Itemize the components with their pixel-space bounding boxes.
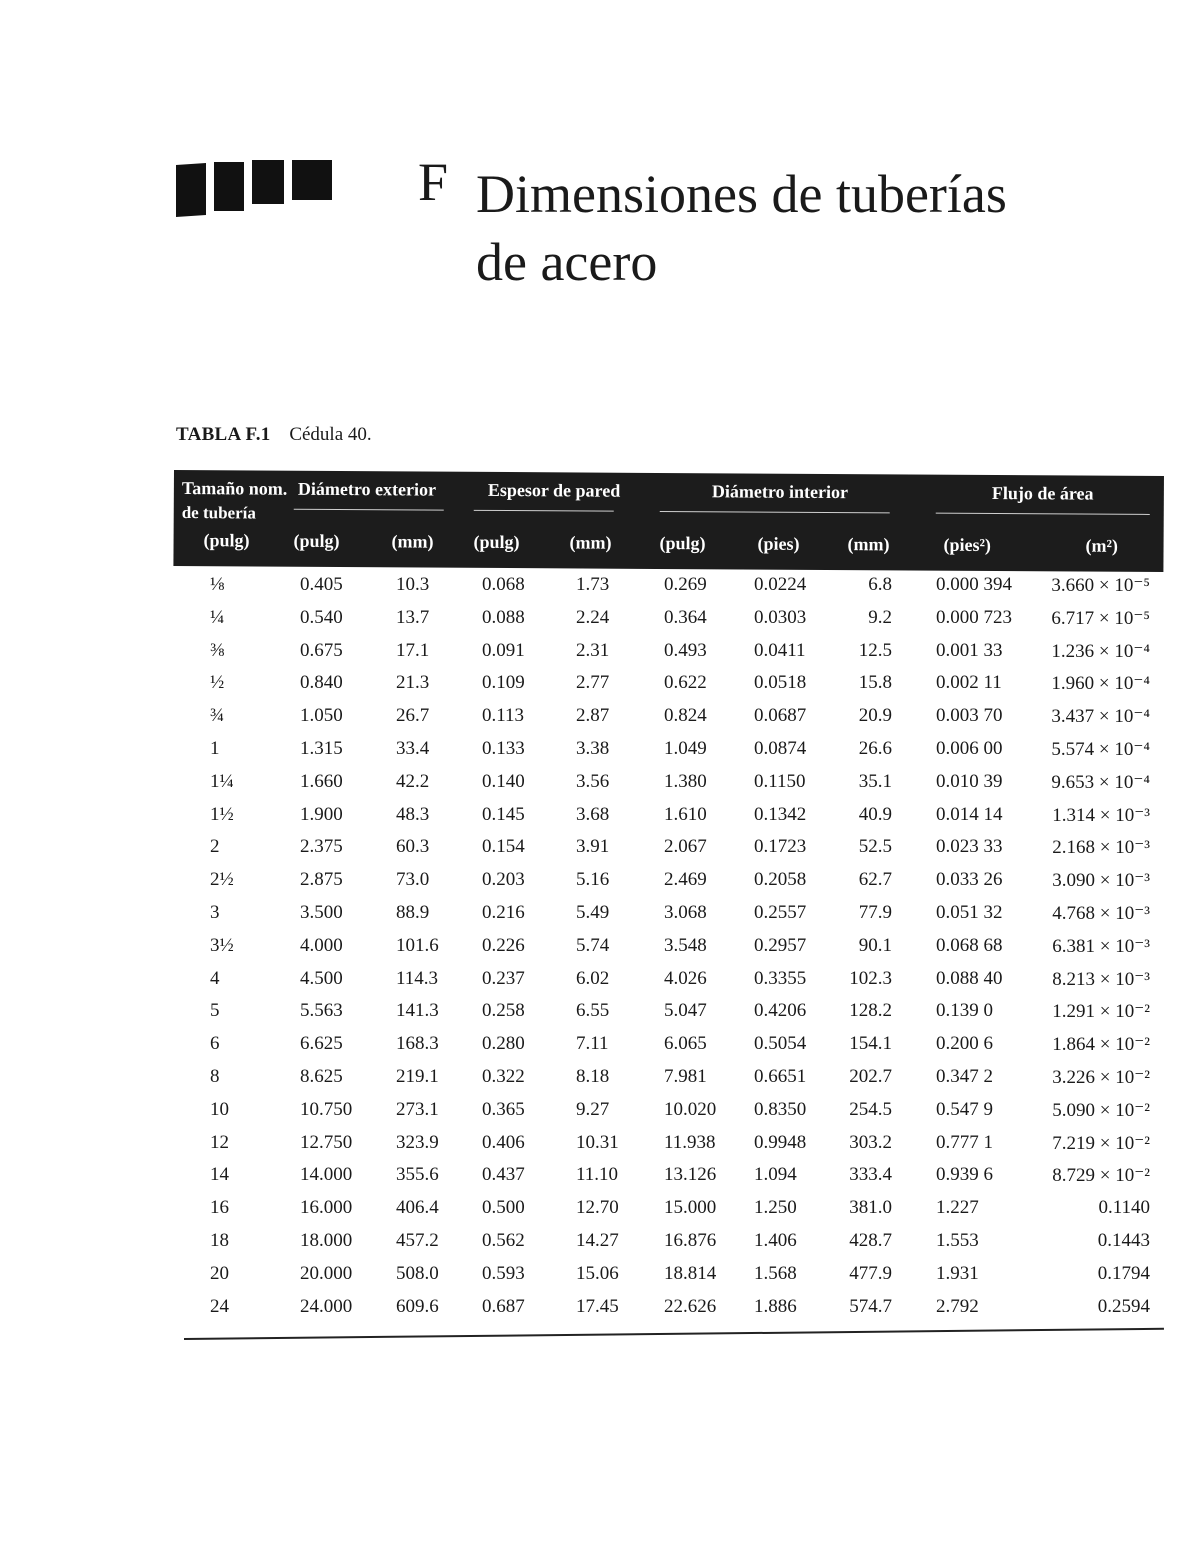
cell-nominal-size: 3 bbox=[210, 901, 220, 923]
cell-id-mm: 15.8 bbox=[858, 672, 892, 694]
cell-wall-mm: 10.31 bbox=[576, 1131, 619, 1153]
cell-wall-mm: 5.16 bbox=[576, 869, 610, 891]
pipe-dimensions-table bbox=[174, 470, 1164, 1320]
marker-block bbox=[292, 160, 332, 200]
header-flow-area: Flujo de área bbox=[991, 482, 1094, 504]
cell-nominal-size: 2 bbox=[210, 836, 220, 858]
cell-wall-in: 0.406 bbox=[482, 1131, 525, 1153]
cell-wall-mm: 1.73 bbox=[576, 574, 610, 595]
cell-id-in: 0.622 bbox=[664, 672, 707, 694]
cell-area-ft2: 0.088 40 bbox=[936, 967, 1003, 989]
cell-area-m2: 0.1794 bbox=[1097, 1262, 1150, 1284]
cell-nominal-size: 1 bbox=[210, 737, 220, 759]
cell-wall-mm: 2.77 bbox=[576, 672, 610, 694]
chapter-title-line1: Dimensiones de tuberías bbox=[476, 164, 1007, 224]
cell-nominal-size: 3½ bbox=[210, 934, 234, 956]
cell-od-in: 4.500 bbox=[300, 967, 343, 989]
table-row bbox=[174, 1255, 1164, 1288]
cell-wall-mm: 7.11 bbox=[576, 1033, 609, 1055]
cell-wall-in: 0.154 bbox=[482, 836, 525, 858]
cell-wall-in: 0.258 bbox=[482, 1000, 525, 1022]
cell-id-in: 18.814 bbox=[664, 1262, 717, 1284]
table-row bbox=[174, 697, 1164, 730]
cell-wall-in: 0.216 bbox=[482, 901, 525, 923]
cell-id-ft: 0.2058 bbox=[754, 869, 807, 891]
table-row bbox=[174, 1025, 1164, 1058]
cell-wall-mm: 3.38 bbox=[576, 737, 610, 759]
cell-od-in: 2.875 bbox=[300, 869, 343, 891]
cell-wall-mm: 15.06 bbox=[576, 1262, 619, 1284]
cell-area-m2: 1.864 × 10⁻² bbox=[1052, 1034, 1150, 1056]
cell-area-ft2: 0.347 2 bbox=[936, 1065, 993, 1087]
cell-area-m2: 3.090 × 10⁻³ bbox=[1052, 870, 1150, 892]
cell-id-in: 11.938 bbox=[664, 1131, 716, 1153]
cell-area-m2: 5.090 × 10⁻² bbox=[1052, 1099, 1150, 1121]
table-label: TABLA F.1 bbox=[176, 424, 271, 445]
header-area-m2: (m²) bbox=[1085, 535, 1119, 556]
table-row bbox=[174, 960, 1164, 993]
cell-area-ft2: 0.000 723 bbox=[936, 606, 1012, 628]
cell-wall-mm: 2.24 bbox=[576, 606, 610, 628]
cell-od-mm: 48.3 bbox=[396, 803, 430, 825]
header-wall-in: (pulg) bbox=[473, 531, 520, 553]
table-caption bbox=[176, 424, 372, 446]
cell-od-in: 0.675 bbox=[300, 639, 343, 661]
table-row bbox=[174, 664, 1164, 697]
cell-wall-mm: 2.87 bbox=[576, 705, 610, 727]
cell-od-mm: 457.2 bbox=[396, 1229, 439, 1251]
cell-id-in: 0.364 bbox=[664, 606, 707, 628]
cell-id-ft: 0.2557 bbox=[754, 901, 807, 923]
cell-wall-in: 0.562 bbox=[482, 1229, 525, 1251]
header-id-in: (pulg) bbox=[659, 532, 706, 554]
cell-wall-in: 0.593 bbox=[482, 1262, 525, 1284]
cell-id-mm: 26.6 bbox=[858, 737, 892, 759]
cell-area-ft2: 0.051 32 bbox=[936, 901, 1003, 923]
cell-id-mm: 574.7 bbox=[849, 1295, 892, 1317]
chapter-title-line2: de acero bbox=[476, 232, 658, 292]
cell-id-in: 3.548 bbox=[664, 934, 707, 956]
marker-block bbox=[176, 163, 206, 217]
cell-id-ft: 1.568 bbox=[754, 1262, 797, 1284]
cell-od-mm: 26.7 bbox=[396, 705, 430, 727]
cell-wall-in: 0.091 bbox=[482, 639, 525, 661]
cell-nominal-size: 14 bbox=[210, 1164, 229, 1186]
cell-id-in: 13.126 bbox=[664, 1164, 717, 1186]
cell-id-ft: 0.0874 bbox=[754, 737, 807, 759]
cell-nominal-size: ⅛ bbox=[210, 574, 225, 595]
table-row bbox=[174, 1124, 1164, 1157]
table-row bbox=[174, 730, 1164, 763]
cell-od-in: 1.900 bbox=[300, 803, 343, 825]
cell-wall-in: 0.109 bbox=[482, 672, 525, 694]
table-row bbox=[174, 796, 1164, 829]
cell-area-ft2: 0.002 11 bbox=[936, 672, 1002, 694]
cell-id-ft: 0.3355 bbox=[754, 967, 807, 989]
cell-id-ft: 0.1723 bbox=[754, 836, 807, 858]
cell-od-in: 1.315 bbox=[300, 737, 343, 759]
cell-wall-mm: 8.18 bbox=[576, 1065, 610, 1087]
cell-id-in: 0.824 bbox=[664, 705, 707, 727]
cell-id-ft: 0.0224 bbox=[754, 574, 807, 595]
cell-id-in: 5.047 bbox=[664, 1000, 707, 1022]
cell-wall-mm: 14.27 bbox=[576, 1229, 619, 1251]
table-row bbox=[174, 1222, 1164, 1255]
cell-nominal-size: 1½ bbox=[210, 803, 234, 825]
cell-od-mm: 273.1 bbox=[396, 1098, 439, 1120]
cell-id-ft: 0.6651 bbox=[754, 1065, 807, 1087]
cell-od-in: 0.540 bbox=[300, 606, 343, 628]
cell-od-in: 1.660 bbox=[300, 770, 343, 792]
cell-area-ft2: 2.792 bbox=[936, 1295, 979, 1317]
cell-id-ft: 1.094 bbox=[754, 1164, 797, 1186]
cell-id-mm: 77.9 bbox=[858, 901, 892, 923]
cell-id-in: 0.493 bbox=[664, 639, 707, 661]
cell-id-in: 1.610 bbox=[664, 803, 707, 825]
table-row bbox=[174, 894, 1164, 927]
header-od-in: (pulg) bbox=[293, 530, 340, 552]
cell-nominal-size: ¼ bbox=[210, 606, 225, 628]
header-id-mm: (mm) bbox=[847, 534, 890, 555]
cell-id-mm: 102.3 bbox=[849, 967, 892, 989]
cell-nominal-size: 2½ bbox=[210, 869, 234, 891]
cell-wall-in: 0.500 bbox=[482, 1197, 525, 1219]
cell-od-in: 0.840 bbox=[300, 672, 343, 694]
cell-area-m2: 3.660 × 10⁻⁵ bbox=[1051, 575, 1150, 596]
cell-id-in: 15.000 bbox=[664, 1197, 717, 1219]
cell-od-in: 4.000 bbox=[300, 934, 343, 956]
cell-area-ft2: 1.227 bbox=[936, 1197, 979, 1219]
table-row bbox=[174, 1189, 1164, 1222]
cell-od-mm: 10.3 bbox=[396, 574, 430, 595]
cell-id-ft: 0.0518 bbox=[754, 672, 807, 694]
cell-wall-in: 0.113 bbox=[482, 705, 525, 727]
cell-area-ft2: 0.006 00 bbox=[936, 737, 1003, 759]
cell-wall-mm: 3.68 bbox=[576, 803, 610, 825]
cell-id-ft: 1.886 bbox=[754, 1295, 797, 1317]
cell-id-in: 2.067 bbox=[664, 836, 707, 858]
cell-id-mm: 428.7 bbox=[849, 1229, 892, 1251]
cell-od-in: 0.405 bbox=[300, 574, 343, 595]
marker-block bbox=[252, 160, 284, 204]
cell-area-m2: 8.213 × 10⁻³ bbox=[1052, 968, 1150, 990]
cell-area-m2: 3.437 × 10⁻⁴ bbox=[1051, 706, 1150, 728]
table-row bbox=[174, 599, 1164, 632]
cell-nominal-size: 1¼ bbox=[210, 770, 234, 792]
cell-id-in: 4.026 bbox=[664, 967, 707, 989]
cell-nominal-size: ¾ bbox=[210, 705, 225, 727]
cell-wall-mm: 11.10 bbox=[576, 1164, 619, 1186]
cell-wall-in: 0.226 bbox=[482, 934, 525, 956]
cell-wall-mm: 12.70 bbox=[576, 1197, 619, 1219]
cell-wall-in: 0.133 bbox=[482, 737, 525, 759]
cell-wall-in: 0.203 bbox=[482, 869, 525, 891]
cell-nominal-size: 12 bbox=[210, 1131, 229, 1153]
cell-wall-in: 0.237 bbox=[482, 967, 525, 989]
cell-id-ft: 0.1150 bbox=[754, 770, 806, 792]
cell-area-ft2: 0.000 394 bbox=[936, 574, 1012, 595]
cell-od-in: 20.000 bbox=[300, 1262, 353, 1284]
header-od-mm: (mm) bbox=[391, 531, 434, 552]
cell-id-mm: 40.9 bbox=[858, 803, 892, 825]
cell-id-in: 0.269 bbox=[664, 574, 707, 595]
cell-nominal-size: 6 bbox=[210, 1033, 220, 1055]
cell-id-ft: 0.9948 bbox=[754, 1131, 807, 1153]
cell-od-in: 5.563 bbox=[300, 1000, 343, 1022]
cell-od-in: 6.625 bbox=[300, 1033, 343, 1055]
cell-od-in: 12.750 bbox=[300, 1131, 353, 1153]
cell-wall-mm: 3.91 bbox=[576, 836, 610, 858]
cell-area-ft2: 0.068 68 bbox=[936, 934, 1003, 956]
table-body bbox=[174, 566, 1164, 1320]
header-inner-diameter: Diámetro interior bbox=[711, 481, 849, 503]
cell-area-ft2: 1.553 bbox=[936, 1229, 979, 1251]
header-outer-diameter: Diámetro exterior bbox=[297, 478, 437, 500]
cell-id-mm: 303.2 bbox=[849, 1131, 892, 1153]
table-row bbox=[174, 566, 1164, 599]
cell-id-mm: 202.7 bbox=[849, 1065, 892, 1087]
cell-area-ft2: 0.547 9 bbox=[936, 1098, 993, 1120]
header-id-ft: (pies) bbox=[757, 533, 800, 554]
cell-od-in: 1.050 bbox=[300, 705, 343, 727]
cell-od-mm: 33.4 bbox=[396, 737, 430, 759]
cell-area-m2: 5.574 × 10⁻⁴ bbox=[1051, 738, 1150, 760]
cell-wall-mm: 9.27 bbox=[576, 1098, 610, 1120]
cell-wall-in: 0.280 bbox=[482, 1033, 525, 1055]
cell-id-ft: 0.1342 bbox=[754, 803, 807, 825]
table-row bbox=[174, 992, 1164, 1025]
cell-wall-in: 0.088 bbox=[482, 606, 525, 628]
cell-area-m2: 0.2594 bbox=[1097, 1295, 1150, 1317]
cell-od-mm: 17.1 bbox=[396, 639, 430, 661]
cell-wall-in: 0.365 bbox=[482, 1098, 525, 1120]
header-rule bbox=[936, 513, 1150, 515]
cell-nominal-size: 8 bbox=[210, 1065, 220, 1087]
cell-od-mm: 114.3 bbox=[396, 967, 439, 989]
cell-id-mm: 12.5 bbox=[858, 639, 892, 661]
cell-id-mm: 9.2 bbox=[868, 606, 892, 628]
cell-od-mm: 609.6 bbox=[396, 1295, 439, 1317]
cell-id-in: 22.626 bbox=[664, 1295, 717, 1317]
cell-area-ft2: 0.200 6 bbox=[936, 1033, 993, 1055]
cell-id-in: 6.065 bbox=[664, 1033, 707, 1055]
chapter-title bbox=[476, 160, 1076, 296]
cell-od-mm: 406.4 bbox=[396, 1197, 439, 1219]
cell-id-in: 3.068 bbox=[664, 901, 707, 923]
header-rule bbox=[294, 509, 444, 511]
cell-od-in: 24.000 bbox=[300, 1295, 353, 1317]
cell-nominal-size: 4 bbox=[210, 967, 220, 989]
cell-area-m2: 3.226 × 10⁻² bbox=[1052, 1066, 1150, 1088]
cell-area-m2: 9.653 × 10⁻⁴ bbox=[1051, 771, 1150, 793]
cell-nominal-size: 16 bbox=[210, 1197, 229, 1219]
cell-id-ft: 1.250 bbox=[754, 1197, 797, 1219]
table-row bbox=[174, 1091, 1164, 1124]
cell-od-mm: 13.7 bbox=[396, 606, 430, 628]
cell-wall-in: 0.687 bbox=[482, 1295, 525, 1317]
cell-area-ft2: 0.010 39 bbox=[936, 770, 1003, 792]
cell-area-m2: 2.168 × 10⁻³ bbox=[1052, 837, 1150, 859]
cell-area-m2: 1.291 × 10⁻² bbox=[1052, 1001, 1150, 1023]
table-header bbox=[173, 470, 1164, 572]
cell-area-ft2: 0.939 6 bbox=[936, 1164, 993, 1186]
cell-id-mm: 154.1 bbox=[849, 1033, 892, 1055]
cell-wall-mm: 5.74 bbox=[576, 934, 610, 956]
cell-od-in: 18.000 bbox=[300, 1229, 353, 1251]
cell-nominal-size: 5 bbox=[210, 1000, 220, 1022]
cell-wall-in: 0.145 bbox=[482, 803, 525, 825]
cell-od-in: 2.375 bbox=[300, 836, 343, 858]
cell-od-mm: 60.3 bbox=[396, 836, 430, 858]
table-caption-text: Cédula 40. bbox=[289, 424, 372, 445]
cell-area-m2: 7.219 × 10⁻² bbox=[1052, 1132, 1150, 1154]
cell-area-m2: 1.960 × 10⁻⁴ bbox=[1051, 673, 1150, 695]
cell-area-ft2: 0.033 26 bbox=[936, 869, 1003, 891]
cell-wall-in: 0.322 bbox=[482, 1065, 525, 1087]
cell-area-m2: 1.314 × 10⁻³ bbox=[1052, 804, 1150, 826]
cell-nominal-size: ½ bbox=[210, 672, 225, 694]
table-row bbox=[174, 632, 1164, 665]
page-header bbox=[0, 0, 1200, 320]
cell-wall-mm: 17.45 bbox=[576, 1295, 619, 1317]
cell-area-m2: 6.717 × 10⁻⁵ bbox=[1051, 607, 1150, 629]
header-rule bbox=[474, 510, 614, 512]
cell-od-mm: 42.2 bbox=[396, 770, 430, 792]
cell-id-in: 2.469 bbox=[664, 869, 707, 891]
header-rule bbox=[660, 511, 890, 513]
table-row bbox=[174, 1058, 1164, 1091]
cell-wall-mm: 5.49 bbox=[576, 901, 610, 923]
cell-nominal-size: 10 bbox=[210, 1098, 229, 1120]
cell-id-mm: 477.9 bbox=[849, 1262, 892, 1284]
cell-wall-mm: 2.31 bbox=[576, 639, 610, 661]
cell-od-in: 14.000 bbox=[300, 1164, 353, 1186]
chapter-marker-blocks bbox=[176, 160, 332, 216]
cell-area-m2: 0.1140 bbox=[1098, 1197, 1150, 1219]
cell-area-ft2: 0.777 1 bbox=[936, 1131, 993, 1153]
cell-area-m2: 4.768 × 10⁻³ bbox=[1052, 902, 1150, 924]
cell-id-ft: 1.406 bbox=[754, 1229, 797, 1251]
cell-od-mm: 219.1 bbox=[396, 1065, 439, 1087]
cell-id-in: 16.876 bbox=[664, 1229, 717, 1251]
marker-block bbox=[214, 162, 244, 211]
cell-od-mm: 355.6 bbox=[396, 1164, 439, 1186]
header-wall-mm: (mm) bbox=[569, 532, 612, 553]
cell-od-mm: 73.0 bbox=[396, 869, 430, 891]
cell-id-mm: 254.5 bbox=[849, 1098, 892, 1120]
header-wall-thickness: Espesor de pared bbox=[487, 479, 621, 501]
cell-od-mm: 141.3 bbox=[396, 1000, 439, 1022]
cell-area-ft2: 0.003 70 bbox=[936, 705, 1003, 727]
cell-od-mm: 21.3 bbox=[396, 672, 430, 694]
cell-area-m2: 8.729 × 10⁻² bbox=[1052, 1165, 1150, 1187]
cell-wall-mm: 3.56 bbox=[576, 770, 610, 792]
table-row bbox=[174, 1156, 1164, 1189]
cell-id-mm: 52.5 bbox=[858, 836, 892, 858]
cell-area-ft2: 0.014 14 bbox=[936, 803, 1003, 825]
table-row bbox=[174, 763, 1164, 796]
cell-od-mm: 323.9 bbox=[396, 1131, 439, 1153]
cell-id-ft: 0.0687 bbox=[754, 705, 807, 727]
cell-od-in: 8.625 bbox=[300, 1065, 343, 1087]
cell-wall-in: 0.068 bbox=[482, 574, 525, 595]
cell-od-mm: 88.9 bbox=[396, 901, 430, 923]
cell-id-ft: 0.0411 bbox=[754, 639, 806, 661]
cell-id-mm: 35.1 bbox=[858, 770, 892, 792]
cell-nominal-size: 20 bbox=[210, 1262, 229, 1284]
table-row bbox=[174, 861, 1164, 894]
cell-id-ft: 0.2957 bbox=[754, 934, 807, 956]
cell-wall-in: 0.437 bbox=[482, 1164, 525, 1186]
cell-od-mm: 508.0 bbox=[396, 1262, 439, 1284]
cell-id-ft: 0.5054 bbox=[754, 1033, 807, 1055]
header-size-line1: Tamaño nom. bbox=[181, 478, 288, 499]
cell-od-in: 10.750 bbox=[300, 1098, 353, 1120]
header-size-line2: de tubería bbox=[181, 503, 256, 523]
header-area-ft2: (pies²) bbox=[943, 534, 992, 555]
cell-id-in: 7.981 bbox=[664, 1065, 707, 1087]
cell-od-mm: 168.3 bbox=[396, 1033, 439, 1055]
cell-id-mm: 62.7 bbox=[858, 869, 892, 891]
cell-nominal-size: 24 bbox=[210, 1295, 229, 1317]
cell-od-mm: 101.6 bbox=[396, 934, 439, 956]
cell-wall-mm: 6.55 bbox=[576, 1000, 610, 1022]
cell-id-mm: 381.0 bbox=[849, 1197, 892, 1219]
cell-area-ft2: 0.023 33 bbox=[936, 836, 1003, 858]
cell-wall-mm: 6.02 bbox=[576, 967, 610, 989]
cell-area-m2: 0.1443 bbox=[1097, 1229, 1150, 1251]
cell-id-ft: 0.4206 bbox=[754, 1000, 807, 1022]
table-row bbox=[174, 927, 1164, 960]
cell-area-ft2: 0.139 0 bbox=[936, 1000, 993, 1022]
cell-id-mm: 20.9 bbox=[858, 705, 892, 727]
cell-id-ft: 0.0303 bbox=[754, 606, 807, 628]
cell-id-mm: 128.2 bbox=[849, 1000, 892, 1022]
table-row bbox=[174, 1288, 1164, 1321]
cell-area-m2: 6.381 × 10⁻³ bbox=[1052, 935, 1150, 957]
cell-nominal-size: 18 bbox=[210, 1229, 229, 1251]
cell-nominal-size: ⅜ bbox=[210, 639, 225, 661]
cell-id-in: 1.049 bbox=[664, 737, 707, 759]
chapter-letter: F bbox=[418, 152, 449, 212]
cell-area-m2: 1.236 × 10⁻⁴ bbox=[1051, 640, 1150, 662]
cell-area-ft2: 0.001 33 bbox=[936, 639, 1003, 661]
cell-id-in: 10.020 bbox=[664, 1098, 717, 1120]
cell-id-in: 1.380 bbox=[664, 770, 707, 792]
header-size-unit: (pulg) bbox=[203, 530, 250, 551]
cell-wall-in: 0.140 bbox=[482, 770, 525, 792]
table-row bbox=[174, 828, 1164, 861]
table-bottom-rule bbox=[184, 1328, 1164, 1340]
cell-od-in: 3.500 bbox=[300, 901, 343, 923]
cell-area-ft2: 1.931 bbox=[936, 1262, 979, 1284]
cell-id-mm: 6.8 bbox=[868, 574, 892, 595]
cell-od-in: 16.000 bbox=[300, 1197, 353, 1219]
cell-id-mm: 90.1 bbox=[858, 934, 892, 956]
cell-id-mm: 333.4 bbox=[849, 1164, 892, 1186]
cell-id-ft: 0.8350 bbox=[754, 1098, 807, 1120]
